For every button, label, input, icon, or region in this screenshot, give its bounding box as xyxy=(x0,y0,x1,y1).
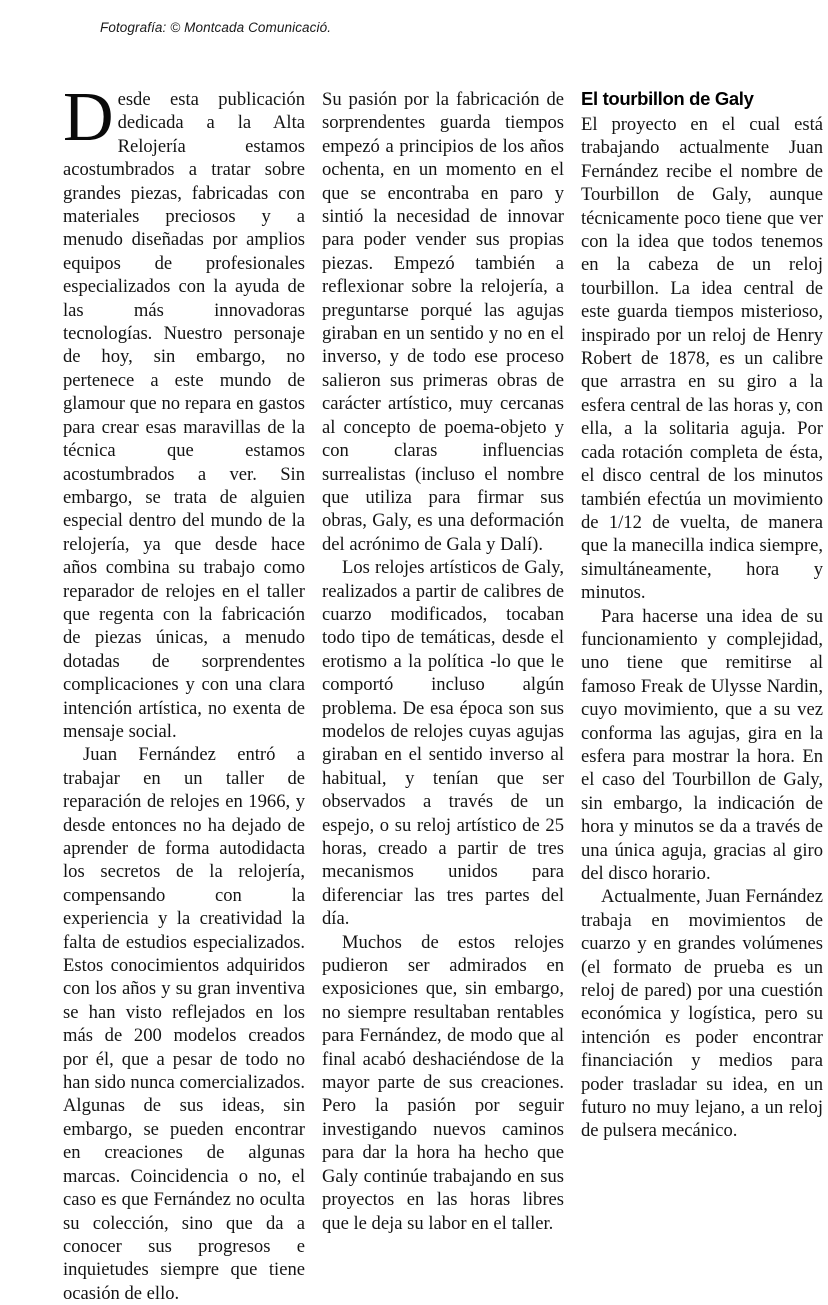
paragraph: Juan Fernández entró a trabajar en un taller de reparación de relojes en 1966, y desde entonces no ha dejado de aprender de forma autodidacta los secretos de la relojería, compensando con la experiencia y la creatividad la falta de estudios especializados. Estos conocimientos adquiridos con los años y su gran inventiva se han visto reflejados en los más de 200 modelos creados por él, que a pesar de todo no han sido nunca comercializados. Algunas de sus ideas, sin embargo, se pueden encontrar en creaciones de algunas marcas. Coincidencia o no, el caso es que Fernández no oculta su colección, sino que da a conocer sus progresos e inquietudes siempre que tiene ocasión de ello. xyxy=(63,744,305,1304)
text-column-3 xyxy=(581,88,823,1253)
section-heading: El tourbillon de Galy xyxy=(581,88,754,109)
paragraph: Actualmente, Juan Fernández trabaja en movimientos de cuarzo y en grandes volúmenes (el formato de prueba es un reloj de pared) por una cuestión económica y logística, pero su intención es poder encontrar financiación y medios para poder trasladar su idea, en un futuro no muy lejano, a un reloj de pulsera mecánico. xyxy=(581,886,823,1142)
text-column-1 xyxy=(63,79,305,1304)
text-column-2 xyxy=(322,88,564,1253)
article-columns xyxy=(63,79,823,1304)
paragraph: Su pasión por la fabricación de sorprendentes guarda tiempos empezó a principios de los años ochenta, en un momento en el que se encontraba en paro y sintió la necesidad de innovar para poder vender sus propias piezas. Empezó también a reflexionar sobre la relojería, a preguntarse porqué las agujas giraban en un sentido y no en el inverso, y de todo ese proceso salieron sus primeras obras de carácter artístico, muy cercanas al concepto de poema-objeto y con claras influencias surrealistas (incluso el nombre que utiliza para firmar sus obras, Galy, es una deformación del acrónimo de Gala y Dalí). xyxy=(322,89,564,555)
paragraph: Para hacerse una idea de su funcionamiento y complejidad, uno tiene que remitirse al famoso Freak de Ulysse Nardin, cuyo movimiento, que a su vez conforma las agujas, gira en la esfera para mostrar la hora. En el caso del Tourbillon de Galy, sin embargo, la indicación de hora y minutos se da a través de una única aguja, gracias al giro del disco horario. xyxy=(581,605,823,884)
paragraph: Desde esta publicación dedicada a la Alta Relojería estamos acostumbrados a tratar sobre grandes piezas, fabricadas con materiales preciosos y a menudo diseñadas por amplios equipos de profesionales especializados con la ayuda de las más innovadoras tecnologías. Nuestro personaje de hoy, sin embargo, no pertenece a este mundo de glamour que no repara en gastos para crear esas maravillas de la técnica que estamos acostumbrados a ver. Sin embargo, se trata de alguien especial dentro del mundo de la relojería, ya que desde hace años combina su trabajo como reparador de relojes en el taller que regenta con la fabricación de piezas únicas, a menudo dotadas de sorprendentes complicaciones y con una clara intención artística, no exenta de mensaje social. xyxy=(63,79,305,742)
paragraph: El proyecto en el cual está trabajando actualmente Juan Fernández recibe el nombre de Tourbillon de Galy, aunque técnicamente poco tiene que ver con la idea que todos tenemos en la cabeza de un reloj tourbillon. La idea central de este guarda tiempos misterioso, inspirado por un reloj de Henry Robert de 1878, es un calibre que arrastra en su giro a la esfera central de las horas y, con ella, a la solitaria aguja. Por cada rotación completa de ésta, el disco central de los minutos también efectúa un movimiento de 1/12 de vuelta, de manera que la manecilla indica siempre, simultáneamente, hora y minutos. xyxy=(581,114,823,604)
paragraph: Los relojes artísticos de Galy, realizados a partir de calibres de cuarzo modificados, tocaban todo tipo de temáticas, desde el erotismo a la política -lo que le comportó incluso algún problema. De esa época son sus modelos de relojes cuyas agujas giraban en el sentido inverso al habitual, y tenían que ser observados a través de un espejo, o su reloj artístico de 25 horas, creado a partir de tres mecanismos unidos para diferenciar las tres partes del día. xyxy=(322,557,564,930)
paragraph: Muchos de estos relojes pudieron ser admirados en exposiciones que, sin embargo, no siempre resultaban rentables para Fernández, de modo que al final acabó deshaciéndose de la mayor parte de sus creaciones. Pero la pasión por seguir investigando nuevos caminos para dar la hora ha hecho que Galy continúe trabajando en sus proyectos en las horas libres que le deja su labor en el taller. xyxy=(322,931,564,1234)
photo-credit-caption: Fotografía: © Montcada Comunicació. xyxy=(100,20,332,35)
